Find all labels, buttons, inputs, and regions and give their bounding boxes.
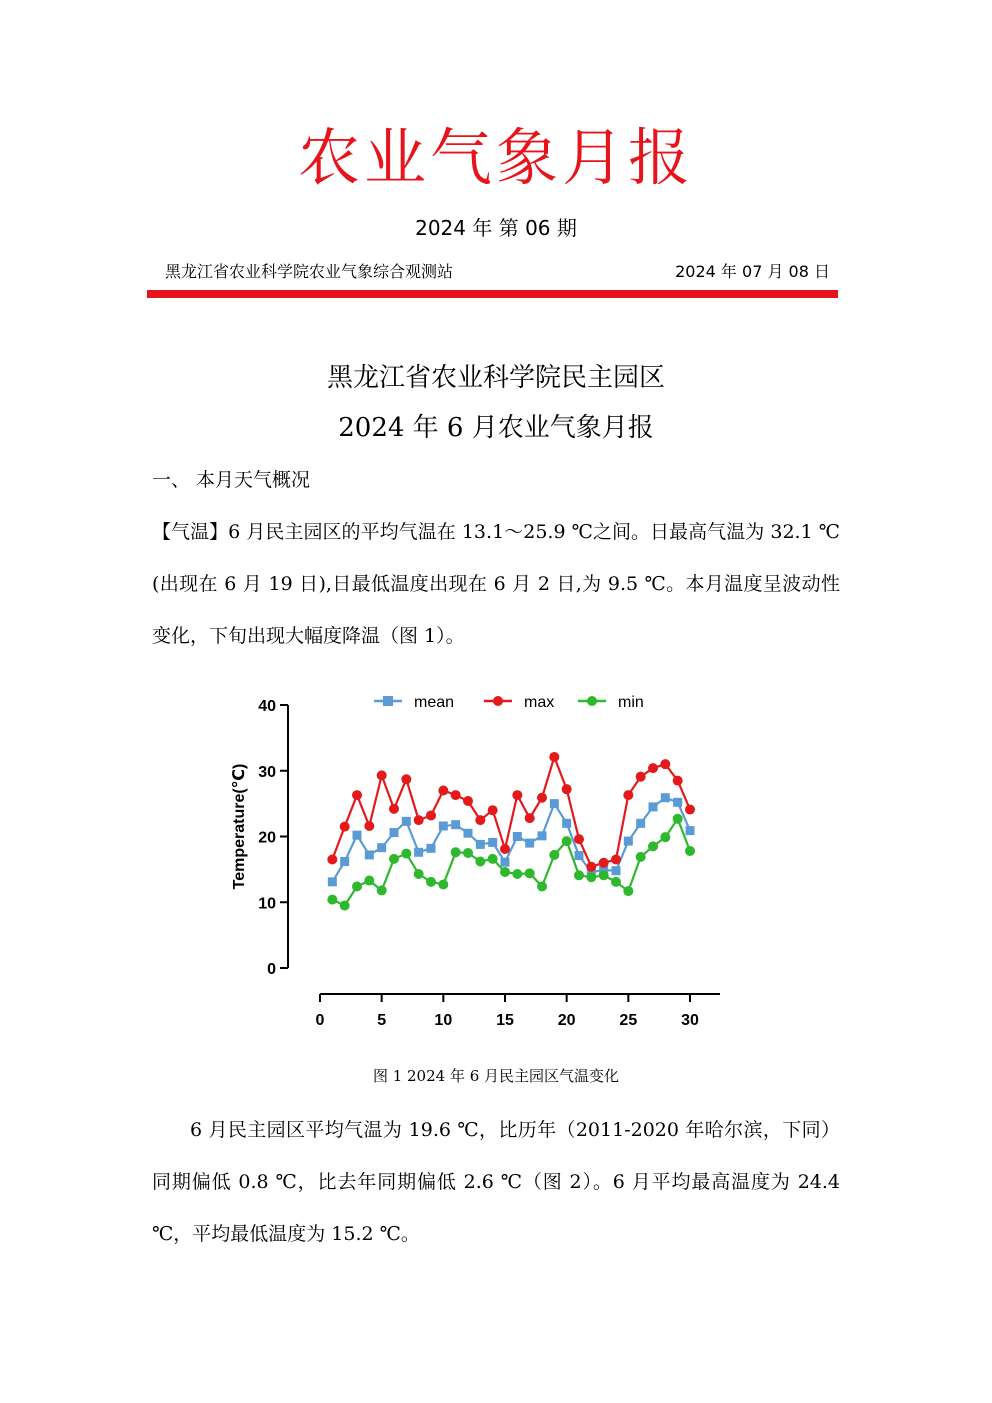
report-title-line1: 黑龙江省农业科学院民主园区 [326,363,665,393]
point-max [586,862,596,872]
point-max [537,793,547,803]
point-max [364,821,374,831]
point-mean [402,817,411,826]
point-min [562,836,572,846]
point-min [648,841,658,851]
point-min [537,881,547,891]
point-min [549,850,559,860]
point-mean [414,848,423,857]
point-mean [624,837,633,846]
point-min [586,872,596,882]
point-max [599,858,609,868]
point-mean [427,844,436,853]
point-min [389,854,399,864]
point-max [574,834,584,844]
point-mean [673,798,682,807]
y-tick-label: 20 [258,829,276,847]
point-max [685,805,695,815]
point-mean [612,866,621,875]
point-min [463,848,473,858]
point-mean [353,831,362,840]
legend-label-max: max [524,694,555,711]
point-mean [328,877,337,886]
point-mean [513,832,522,841]
point-min [500,867,510,877]
point-mean [365,850,374,859]
point-min [327,895,337,905]
point-min [673,814,683,824]
point-mean [525,839,534,848]
point-mean [575,851,584,860]
point-min [636,852,646,862]
temperature-chart [212,672,780,1044]
legend-marker-mean [383,696,393,706]
x-tick-label: 25 [619,1012,638,1029]
point-min [340,901,350,911]
point-max [451,790,461,800]
point-min [599,870,609,880]
header-divider [147,290,838,298]
y-tick-label: 40 [258,698,276,715]
publication-date: 2024 年 07 月 08 日 [675,262,830,281]
legend-label-mean: mean [414,694,455,711]
point-max [611,855,621,865]
x-tick-label: 30 [681,1012,699,1029]
point-max [340,822,350,832]
point-max [327,855,337,865]
point-max [352,790,362,800]
point-mean [451,820,460,829]
point-max [426,810,436,820]
point-max [438,785,448,795]
point-mean [686,826,695,835]
point-mean [538,831,547,840]
point-max [512,790,522,800]
point-mean [340,857,349,866]
point-min [475,856,485,866]
masthead-title: 农业气象月报 [297,121,694,194]
y-tick-label: 0 [267,961,276,978]
point-max [488,805,498,815]
issuer-name: 黑龙江省农业科学院农业气象综合观测站 [165,262,454,281]
point-min [401,849,411,859]
x-tick-label: 0 [315,1012,325,1029]
point-mean [464,829,473,838]
legend-marker-max [493,696,503,706]
point-min [623,886,633,896]
section-heading-weather: 一、 本月天气概况 [152,469,311,491]
point-min [660,832,670,842]
point-max [673,776,683,786]
figure1-caption: 图 1 2024 年 6 月民主园区气温变化 [372,1067,620,1085]
point-max [636,772,646,782]
point-min [574,870,584,880]
x-tick-label: 5 [377,1012,387,1029]
report-title-line2: 2024 年 6 月农业气象月报 [338,413,654,443]
point-mean [649,802,658,811]
point-mean [488,838,497,847]
point-mean [390,828,399,837]
point-mean [636,819,645,828]
point-min [352,881,362,891]
point-max [500,844,510,854]
point-min [611,877,621,887]
point-min [438,879,448,889]
legend-label-min: min [618,694,644,711]
point-max [401,774,411,784]
point-max [389,804,399,814]
legend-marker-min [587,696,597,706]
point-mean [476,840,485,849]
point-max [475,815,485,825]
point-min [377,885,387,895]
point-min [512,869,522,879]
point-max [414,815,424,825]
point-mean [562,819,571,828]
point-mean [550,799,559,808]
point-mean [661,793,670,802]
y-tick-label: 30 [258,763,276,781]
y-axis-title: Temperature(℃) [231,763,248,890]
point-min [364,876,374,886]
x-tick-label: 15 [496,1012,514,1029]
temperature-paragraph: 【气温】6 月民主园区的平均气温在 13.1～25.9 ℃之间。日最高气温为 32.1 ℃(出现在 6 月 19 日),日最低温度出现在 6 月 2 日,为 9.5 ℃。本月温度呈波动性变化，下旬出现大幅度降温（图 1）。 [152,521,840,647]
point-max [463,796,473,806]
point-max [660,759,670,769]
point-mean [439,821,448,830]
point-min [488,854,498,864]
point-mean [377,843,386,852]
point-min [451,847,461,857]
issue-number: 2024 年 第 06 期 [415,216,577,240]
point-max [525,813,535,823]
y-tick-label: 10 [258,895,276,913]
point-mean [501,858,510,867]
point-min [685,846,695,856]
point-min [525,868,535,878]
point-max [648,763,658,773]
point-max [562,784,572,794]
point-max [623,790,633,800]
x-tick-label: 10 [434,1012,453,1029]
point-max [377,770,387,780]
mean-temperature-paragraph: 6 月民主园区平均气温为 19.6 ℃，比历年（2011-2020 年哈尔滨，下同）同期偏低 0.8 ℃，比去年同期偏低 2.6 ℃（图 2）。6 月平均最高温度为 24.4 ℃，平均最低温度为 15.2 ℃。 [152,1119,840,1245]
point-min [414,869,424,879]
point-min [426,877,436,887]
x-tick-label: 20 [557,1012,576,1029]
point-max [549,752,559,762]
